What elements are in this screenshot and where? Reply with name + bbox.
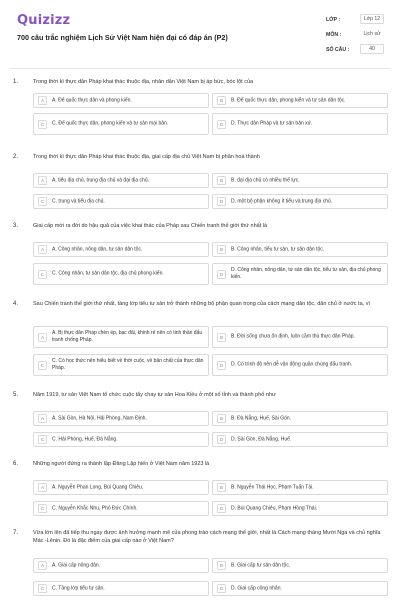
meta-subject-label: MÔN :	[326, 32, 342, 38]
option-c[interactable]	[33, 194, 209, 209]
option-a[interactable]	[33, 93, 209, 108]
option-c[interactable]	[33, 263, 209, 285]
option-letter: B	[217, 245, 226, 254]
option-text: A. Sài Gòn, Hà Nội, Hải Phòng, Nam Định.	[52, 415, 147, 422]
option-letter: D	[217, 197, 226, 206]
option-text: A. Đế quốc thực dân và phong kiến.	[52, 97, 132, 104]
option-letter: C	[38, 361, 47, 370]
option-letter: D	[217, 435, 226, 444]
question-text: Những người đứng ra thành lập Đảng Lập hiến ở Việt Nam năm 1923 là	[33, 461, 210, 467]
option-c[interactable]	[33, 113, 209, 135]
option-letter: A	[38, 176, 47, 185]
option-d[interactable]	[212, 581, 388, 596]
option-letter: C	[38, 584, 47, 593]
option-letter: B	[217, 176, 226, 185]
option-text: D. Giai cấp công nhân.	[231, 585, 282, 592]
option-c[interactable]	[33, 501, 209, 516]
option-letter: A	[38, 96, 47, 105]
option-text: C. Có học thức nên hiểu biết về thời cuộc, về bản chất của thực dân Pháp.	[52, 358, 204, 371]
option-text: B. Đời sống chưa ổn định, luôn căm thù thực dân Pháp.	[231, 333, 355, 340]
question-number: 6.	[13, 461, 19, 467]
option-d[interactable]	[212, 432, 388, 447]
option-text: D. Sài Gòn, Đà Nẵng, Huế.	[231, 436, 292, 443]
meta-class-value: Lớp 12	[360, 14, 384, 24]
option-b[interactable]	[212, 173, 388, 188]
option-letter: A	[38, 561, 47, 570]
option-a[interactable]	[33, 242, 209, 257]
option-text: D. Bùi Quang Chiêu, Phạm Hồng Thái.	[231, 505, 318, 512]
meta-subject-value: Lịch sử	[363, 31, 381, 37]
meta-subject-row	[326, 29, 388, 41]
option-c[interactable]	[33, 432, 209, 447]
option-text: C. trung và tiểu địa chủ.	[52, 198, 105, 205]
question-text: Giai cấp mới ra đời do hậu quả của việc khai thác của Pháp sau Chiến tranh thế giới thứ nhất là	[33, 223, 268, 229]
meta-count-label: SỐ CÂU :	[326, 47, 350, 53]
option-text: A. tiểu địa chủ, trung địa chủ và đại địa chủ.	[52, 177, 150, 184]
option-d[interactable]	[212, 263, 388, 285]
option-letter: C	[38, 197, 47, 206]
option-text: B. Giai cấp tư sản dân tộc.	[231, 562, 291, 569]
question-number: 5.	[13, 392, 19, 398]
question-number: 1.	[13, 79, 19, 85]
meta-class-row	[326, 14, 388, 26]
option-a[interactable]	[33, 480, 209, 495]
question-text: Trong thời kì thực dân Pháp khai thác thuộc địa, giai cấp địa chủ Việt Nam bị phân hoá thành	[33, 154, 260, 160]
question-1	[13, 79, 388, 141]
question-number: 3.	[13, 223, 19, 229]
option-letter: C	[38, 435, 47, 444]
option-letter: B	[217, 96, 226, 105]
option-letter: D	[217, 120, 226, 129]
option-b[interactable]	[212, 242, 388, 257]
option-letter: C	[38, 270, 47, 279]
option-letter: B	[217, 333, 226, 342]
option-text: B. đại địa chủ có nhiều thế lực.	[231, 177, 300, 184]
question-text: Trong thời kì thực dân Pháp khai thác thuộc địa, nhân dân Việt Nam bị áp bức, bóc lột của	[33, 79, 254, 85]
option-letter: B	[217, 561, 226, 570]
option-text: C. Đế quốc thực dân, phong kiến và tư sản mại bản.	[52, 120, 169, 127]
option-letter: B	[217, 414, 226, 423]
option-b[interactable]	[212, 480, 388, 495]
option-text: A. Bị thực dân Pháp chèn ép, bạc đãi, khinh rẻ nên có tinh thần đấu tranh chống Pháp.	[52, 330, 203, 343]
question-6	[13, 461, 388, 517]
option-b[interactable]	[212, 93, 388, 108]
question-text: Sau Chiến tranh thế giới thứ nhất, tầng lớp tiểu tư sản trở thành những bộ phận quan trọng của cách mạng dân tộc, dân chủ ở nước ta, vì	[33, 301, 370, 307]
option-letter: A	[38, 414, 47, 423]
question-number: 7.	[13, 530, 19, 536]
option-d[interactable]	[212, 501, 388, 516]
option-a[interactable]	[33, 326, 209, 348]
option-letter: B	[217, 483, 226, 492]
header-divider	[10, 68, 390, 69]
option-letter: D	[217, 270, 226, 279]
option-a[interactable]	[33, 173, 209, 188]
option-text: A. Giai cấp nông dân.	[52, 562, 101, 569]
question-3	[13, 223, 388, 289]
option-letter: C	[38, 120, 47, 129]
option-letter: D	[217, 361, 226, 370]
option-letter: A	[38, 333, 47, 342]
option-a[interactable]	[33, 558, 209, 573]
question-2	[13, 154, 388, 210]
page-title: 700 câu trắc nghiệm Lịch Sử Việt Nam hiện đại có đáp án (P2)	[17, 33, 228, 42]
option-b[interactable]	[212, 411, 388, 426]
question-text: Năm 1919, tư sản Việt Nam tổ chức cuộc tẩy chay tư sản Hoa Kiều ở một số tỉnh và thành phố như	[33, 392, 276, 398]
option-text: D. một bộ phận không ít tiểu và trung địa chủ.	[231, 198, 333, 205]
option-letter: A	[38, 245, 47, 254]
quizizz-logo: Quizizz	[17, 13, 71, 28]
option-letter: D	[217, 504, 226, 513]
worksheet-header	[0, 0, 400, 70]
option-d[interactable]	[212, 354, 388, 376]
meta-class-label: LỚP :	[326, 17, 341, 23]
question-text: Vừa lớn lên đã tiếp thu ngay được ảnh hưởng mạnh mẽ của phong trào cách mạng thế giới, nhất là Cách mạng tháng Mười Nga và chủ nghĩa Mác -Lênin. Đó là đặc điểm của giai cấp nào ở Việt Nam?	[33, 530, 381, 544]
option-c[interactable]	[33, 581, 209, 596]
option-text: A. Công nhân, nông dân, tư sản dân tộc.	[52, 246, 143, 253]
meta-count-value: 40	[360, 44, 384, 54]
option-text: C. Nguyễn Khắc Nhu, Phó Đức Chính.	[52, 505, 138, 512]
question-7	[13, 530, 388, 598]
meta-count-row	[326, 44, 388, 56]
option-text: C. Tầng lớp tiểu tư sản.	[52, 585, 105, 592]
option-text: B. Đế quốc thực dân, phong kiến và tư sản dân tộc.	[231, 97, 346, 104]
option-c[interactable]	[33, 354, 209, 376]
option-a[interactable]	[33, 411, 209, 426]
option-letter: C	[38, 504, 47, 513]
option-b[interactable]	[212, 558, 388, 573]
option-text: B. Công nhân, tiểu tư sản, tư sản dân tộc.	[231, 246, 325, 253]
option-text: D. Có trình độ nên dễ vận động quần chúng đấu tranh.	[231, 361, 353, 368]
option-letter: A	[38, 483, 47, 492]
option-text: D. Công nhân, nông dân, tư sản dân tộc, tiểu tư sản, địa chủ phong kiến.	[231, 267, 381, 280]
worksheet-meta	[326, 14, 388, 62]
option-text: D. Thực dân Pháp và tư sản bản xứ.	[231, 120, 313, 127]
option-text: B. Nguyễn Thái Học, Phạm Tuấn Tài.	[231, 484, 314, 491]
question-4	[13, 301, 388, 381]
option-b[interactable]	[212, 326, 388, 348]
option-letter: D	[217, 584, 226, 593]
option-text: A. Nguyễn Phan Long, Bùi Quang Chiêu.	[52, 484, 144, 491]
question-5	[13, 392, 388, 448]
option-text: B. Đà Nẵng, Huế, Sài Gòn.	[231, 415, 292, 422]
option-text: C. Công nhân, tư sản dân tộc, địa chủ phong kiến.	[52, 270, 164, 277]
option-d[interactable]	[212, 113, 388, 135]
question-number: 4.	[13, 301, 19, 307]
question-number: 2.	[13, 154, 19, 160]
option-d[interactable]	[212, 194, 388, 209]
option-text: C. Hải Phòng, Huế, Đà Nẵng.	[52, 436, 118, 443]
